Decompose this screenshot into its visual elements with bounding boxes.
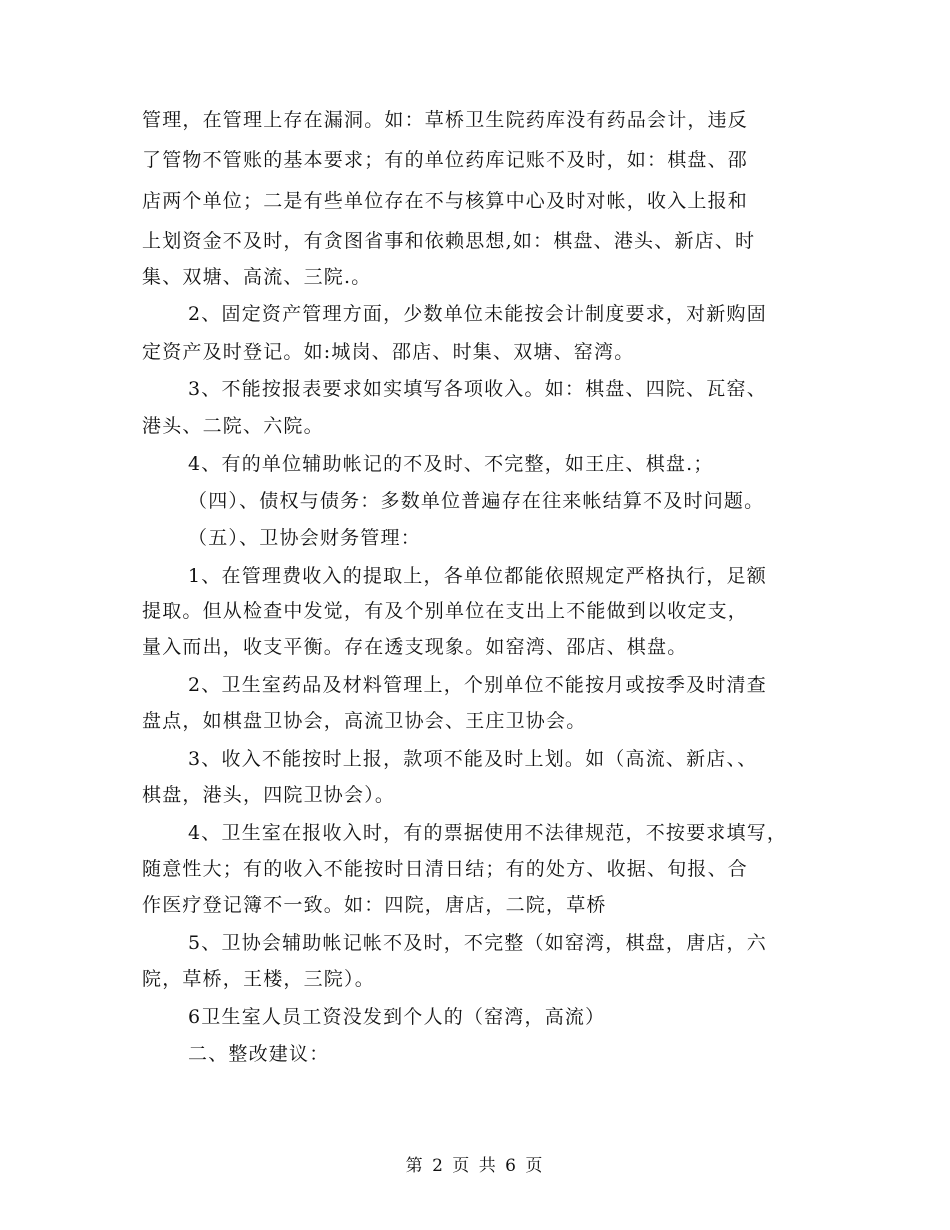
- text-line: 2、卫生室药品及材料管理上，个别单位不能按月或按季及时清查: [188, 674, 767, 696]
- text-line: 1、在管理费收入的提取上，各单位都能依照规定严格执行，足额: [188, 565, 767, 587]
- text-line: 港头、二院、六院。: [142, 415, 324, 437]
- text-line: 6卫生室人员工资没发到个人的（窑湾，高流）: [188, 1006, 606, 1028]
- text-line: 了管物不管账的基本要求；有的单位药库记账不及时，如：棋盘、邵: [142, 149, 749, 171]
- text-line: 作医疗登记簿不一致。如：四院，唐店，二院，草桥: [142, 894, 607, 916]
- text-line: 定资产及时登记。如:城岗、邵店、时集、双塘、窑湾。: [142, 341, 635, 363]
- text-line: 3、不能按报表要求如实填写各项收入。如：棋盘、四院、瓦窑、: [188, 378, 767, 400]
- text-line: （五）、卫协会财务管理：: [188, 527, 421, 549]
- text-line: 二、整改建议：: [188, 1043, 330, 1065]
- text-line: 4、有的单位辅助帐记的不及时、不完整，如王庄、棋盘.；: [188, 453, 714, 475]
- text-line: 量入而出，收支平衡。存在透支现象。如窑湾、邵店、棋盘。: [142, 636, 688, 658]
- text-line: 5、卫协会辅助帐记帐不及时，不完整（如窑湾，棋盘，唐店，六: [188, 932, 767, 954]
- text-line: 盘点，如棋盘卫协会，高流卫协会、王庄卫协会。: [142, 710, 587, 732]
- text-line: 2、固定资产管理方面，少数单位未能按会计制度要求，对新购固: [188, 303, 767, 325]
- text-line: 店两个单位；二是有些单位存在不与核算中心及时对帐，收入上报和: [142, 190, 749, 212]
- text-line: （四）、债权与债务：多数单位普遍存在往来帐结算不及时问题。: [188, 490, 765, 512]
- text-line: 上划资金不及时，有贪图省事和依赖思想,如：棋盘、港头、新店、时: [142, 230, 756, 252]
- text-line: 随意性大；有的收入不能按时日清日结；有的处方、收据、旬报、合: [142, 858, 749, 880]
- text-line: 集、双塘、高流、三院.。: [142, 266, 372, 288]
- page-number-footer: 第 2 页 共 6 页: [405, 1156, 545, 1176]
- text-line: 管理，在管理上存在漏洞。如：草桥卫生院药库没有药品会计，违反: [142, 109, 749, 131]
- text-line: 院，草桥，王楼，三院）。: [142, 968, 375, 990]
- text-line: 提取。但从检查中发觉，有及个别单位在支出上不能做到以收定支，: [142, 600, 749, 622]
- text-line: 3、收入不能按时上报，款项不能及时上划。如（高流、新店、、: [188, 748, 758, 770]
- text-line: 棋盘，港头，四院卫协会）。: [142, 784, 396, 806]
- text-line: 4、卫生室在报收入时，有的票据使用不法律规范，不按要求填写，: [188, 822, 788, 844]
